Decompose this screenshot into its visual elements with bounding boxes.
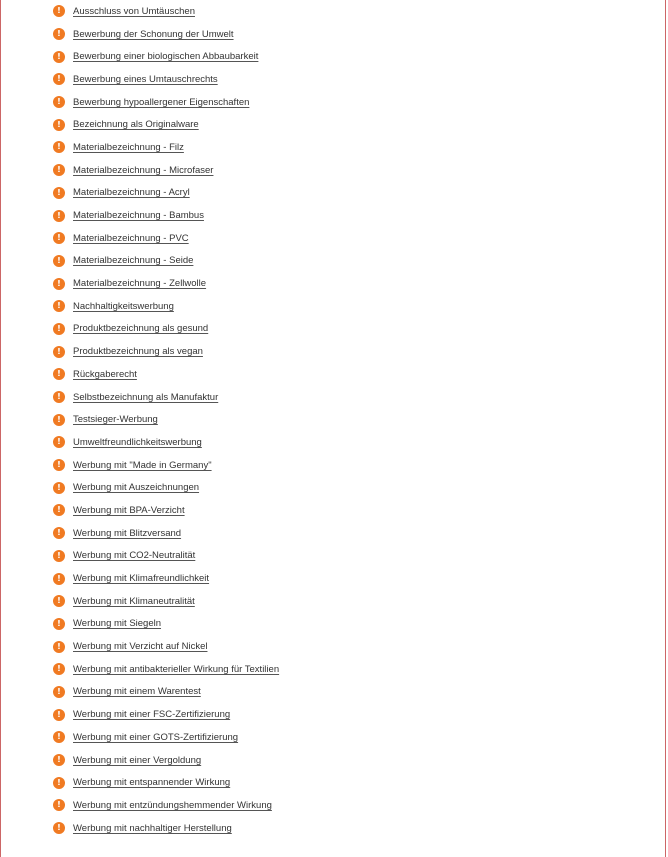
topic-link[interactable]: Selbstbezeichnung als Manufaktur	[73, 391, 219, 403]
topic-link[interactable]: Werbung mit Blitzversand	[73, 527, 182, 539]
list-item	[53, 794, 279, 817]
topic-link[interactable]: Werbung mit "Made in Germany"	[73, 459, 212, 471]
list-item	[53, 749, 279, 772]
list-item	[53, 726, 279, 749]
list-item	[53, 635, 279, 658]
warning-icon: !	[53, 573, 65, 585]
warning-icon: !	[53, 799, 65, 811]
topic-link[interactable]: Werbung mit einer GOTS-Zertifizierung	[73, 731, 239, 743]
topic-link[interactable]: Werbung mit Siegeln	[73, 618, 162, 630]
list-item	[53, 113, 279, 136]
warning-icon: !	[53, 164, 65, 176]
warning-icon: !	[53, 822, 65, 834]
warning-icon: !	[53, 436, 65, 448]
warning-icon: !	[53, 346, 65, 358]
topic-link[interactable]: Bewerbung der Schonung der Umwelt	[73, 28, 234, 40]
list-item	[53, 613, 279, 636]
list-item	[53, 272, 279, 295]
warning-icon: !	[53, 96, 65, 108]
topic-link[interactable]: Ausschluss von Umtäuschen	[73, 5, 195, 17]
list-item	[53, 204, 279, 227]
list-item	[53, 454, 279, 477]
warning-icon: !	[53, 414, 65, 426]
topic-link[interactable]: Produktbezeichnung als vegan	[73, 346, 203, 358]
warning-icon: !	[53, 73, 65, 85]
topic-link[interactable]: Werbung mit Auszeichnungen	[73, 482, 200, 494]
warning-icon: !	[53, 368, 65, 380]
topic-link[interactable]: Werbung mit Klimaneutralität	[73, 595, 195, 607]
list-item	[53, 771, 279, 794]
list-item	[53, 227, 279, 250]
list-item	[53, 817, 279, 840]
warning-icon: !	[53, 527, 65, 539]
list-item	[53, 340, 279, 363]
topic-link[interactable]: Materialbezeichnung - Bambus	[73, 210, 204, 222]
topic-link[interactable]: Bezeichnung als Originalware	[73, 119, 199, 131]
list-item	[53, 567, 279, 590]
warning-icon: !	[53, 28, 65, 40]
warning-icon: !	[53, 5, 65, 17]
warning-icon: !	[53, 709, 65, 721]
list-item	[53, 23, 279, 46]
warning-icon: !	[53, 754, 65, 766]
list-item	[53, 250, 279, 273]
warning-icon: !	[53, 459, 65, 471]
topic-link[interactable]: Materialbezeichnung - PVC	[73, 232, 189, 244]
topic-list	[53, 0, 279, 839]
list-item	[53, 658, 279, 681]
topic-link[interactable]: Werbung mit nachhaltiger Herstellung	[73, 822, 232, 834]
topic-link[interactable]: Werbung mit antibakterieller Wirkung für Textilien	[73, 663, 280, 675]
topic-link[interactable]: Nachhaltigkeitswerbung	[73, 300, 174, 312]
topic-link[interactable]: Materialbezeichnung - Acryl	[73, 187, 190, 199]
topic-link[interactable]: Rückgaberecht	[73, 368, 137, 380]
warning-icon: !	[53, 210, 65, 222]
list-item	[53, 295, 279, 318]
list-item	[53, 408, 279, 431]
list-item	[53, 136, 279, 159]
warning-icon: !	[53, 391, 65, 403]
warning-icon: !	[53, 618, 65, 630]
warning-icon: !	[53, 278, 65, 290]
topic-link[interactable]: Werbung mit entzündungshemmender Wirkung	[73, 799, 272, 811]
topic-link[interactable]: Materialbezeichnung - Microfaser	[73, 164, 214, 176]
topic-link[interactable]: Produktbezeichnung als gesund	[73, 323, 209, 335]
list-item	[53, 703, 279, 726]
warning-icon: !	[53, 777, 65, 789]
topic-link[interactable]: Werbung mit einer Vergoldung	[73, 754, 202, 766]
warning-icon: !	[53, 550, 65, 562]
topic-link[interactable]: Werbung mit Verzicht auf Nickel	[73, 641, 208, 653]
topic-link[interactable]: Bewerbung eines Umtauschrechts	[73, 73, 218, 85]
topic-link[interactable]: Werbung mit einer FSC-Zertifizierung	[73, 709, 231, 721]
warning-icon: !	[53, 51, 65, 63]
list-item	[53, 0, 279, 23]
list-item	[53, 386, 279, 409]
topic-link[interactable]: Werbung mit Klimafreundlichkeit	[73, 573, 210, 585]
warning-icon: !	[53, 504, 65, 516]
warning-icon: !	[53, 300, 65, 312]
warning-icon: !	[53, 482, 65, 494]
warning-icon: !	[53, 663, 65, 675]
list-item	[53, 159, 279, 182]
list-item	[53, 318, 279, 341]
topic-link[interactable]: Werbung mit BPA-Verzicht	[73, 504, 185, 516]
warning-icon: !	[53, 641, 65, 653]
warning-icon: !	[53, 595, 65, 607]
list-item	[53, 499, 279, 522]
topic-link[interactable]: Materialbezeichnung - Filz	[73, 141, 184, 153]
topic-link[interactable]: Testsieger-Werbung	[73, 414, 158, 426]
topic-link[interactable]: Bewerbung einer biologischen Abbaubarkeit	[73, 51, 259, 63]
warning-icon: !	[53, 686, 65, 698]
topic-link[interactable]: Werbung mit entspannender Wirkung	[73, 777, 231, 789]
topic-link[interactable]: Materialbezeichnung - Zellwolle	[73, 278, 207, 290]
list-item	[53, 91, 279, 114]
warning-icon: !	[53, 119, 65, 131]
topic-link[interactable]: Werbung mit CO2-Neutralität	[73, 550, 196, 562]
list-item	[53, 545, 279, 568]
warning-icon: !	[53, 731, 65, 743]
warning-icon: !	[53, 255, 65, 267]
list-item	[53, 590, 279, 613]
list-item	[53, 68, 279, 91]
list-item	[53, 681, 279, 704]
topic-link[interactable]: Werbung mit einem Warentest	[73, 686, 201, 698]
topic-link[interactable]: Materialbezeichnung - Seide	[73, 255, 194, 267]
list-item	[53, 45, 279, 68]
list-item	[53, 431, 279, 454]
list-item	[53, 363, 279, 386]
list-item	[53, 182, 279, 205]
list-item	[53, 522, 279, 545]
list-item	[53, 476, 279, 499]
warning-icon: !	[53, 323, 65, 335]
topic-link[interactable]: Umweltfreundlichkeitswerbung	[73, 436, 202, 448]
warning-icon: !	[53, 232, 65, 244]
topic-link[interactable]: Bewerbung hypoallergener Eigenschaften	[73, 96, 250, 108]
warning-icon: !	[53, 187, 65, 199]
warning-icon: !	[53, 141, 65, 153]
